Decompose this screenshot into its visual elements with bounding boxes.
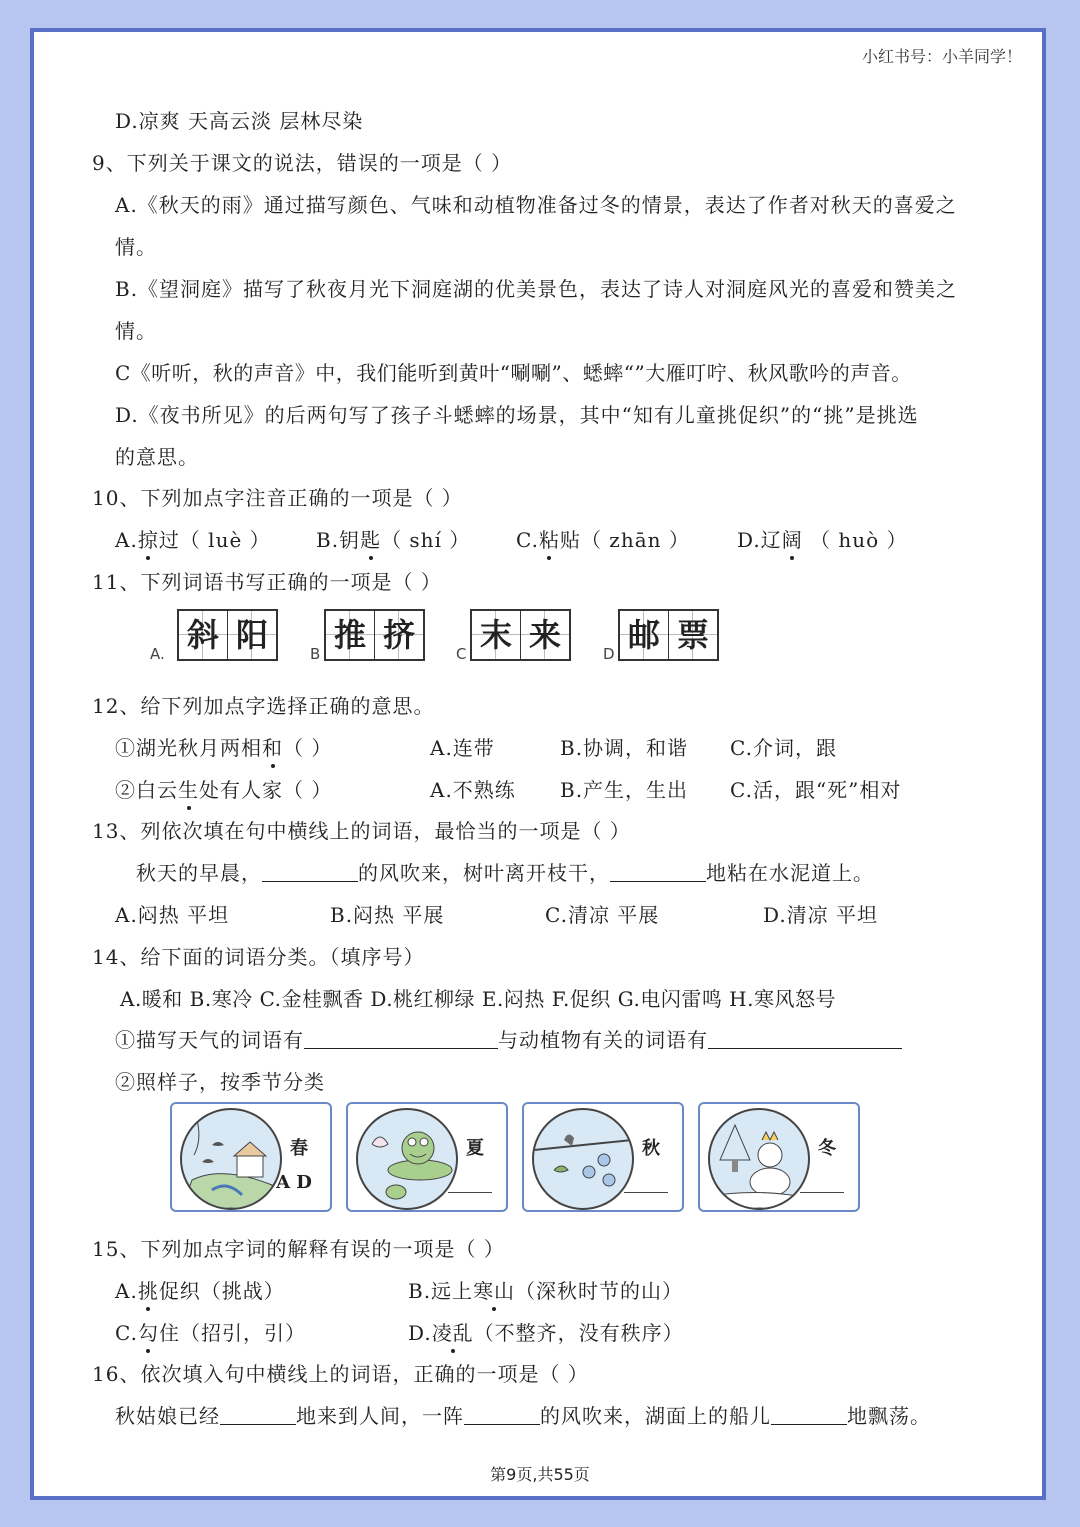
q15-option-c: C.勾住（招引，引） [115, 1321, 306, 1345]
q11-option-d-grid [618, 609, 719, 661]
q12-row1-option-c: C.介词，跟 [730, 736, 837, 760]
q15-option-d: D.凌乱（不整齐，没有秩序） [408, 1321, 684, 1345]
season-card-summer [346, 1102, 508, 1212]
fill-blank[interactable] [220, 1404, 296, 1425]
q9-stem: 9、下列关于课文的说法，错误的一项是（ ） [92, 151, 513, 175]
q15-option-b: B.远上寒山（深秋时节的山） [408, 1279, 684, 1303]
grid-char: 邮 [620, 611, 668, 659]
grid-char: 末 [472, 611, 520, 659]
fill-blank[interactable] [464, 1404, 540, 1425]
season-answer: A D [276, 1172, 312, 1193]
fill-blank[interactable] [771, 1404, 847, 1425]
q12-row1-option-a: A.连带 [430, 736, 495, 760]
q11-option-c-letter: C [456, 645, 467, 663]
q14-part1: ①描写天气的词语有 与动植物有关的词语有 [115, 1024, 902, 1053]
fill-blank[interactable] [262, 861, 358, 882]
q9-option-d: D.《夜书所见》的后两句写了孩子斗蟋蟀的场景，其中“知有儿童挑促织”的“挑”是挑选 [115, 403, 919, 427]
fill-blank[interactable] [610, 861, 706, 882]
page-number: 第9页,共55页 [490, 1465, 590, 1484]
q11-option-a-letter: A. [150, 645, 165, 663]
season-name: 春 [290, 1138, 308, 1159]
q13-option-c: C.清凉 平展 [545, 903, 660, 927]
season-name: 夏 [466, 1138, 484, 1159]
q10-option-b: B.钥匙（ shí ） [316, 528, 471, 552]
q12-row2: ②白云生处有人家（ ） [115, 778, 333, 802]
grid-char: 来 [520, 611, 569, 659]
q11-option-a-grid [177, 609, 278, 661]
q9-option-c: C《听听，秋的声音》中，我们能听到黄叶“唰唰”、蟋蟀“”大雁叮咛、秋风歌吟的声音。 [115, 361, 912, 385]
spring-scene-icon [180, 1108, 282, 1210]
q13-option-b: B.闷热 平展 [330, 903, 445, 927]
grid-char: 票 [668, 611, 717, 659]
answer-line[interactable] [624, 1192, 668, 1193]
q9-option-d-cont: 的意思。 [115, 445, 199, 469]
grid-char: 斜 [179, 611, 227, 659]
q11-stem: 11、下列词语书写正确的一项是（ ） [92, 570, 442, 594]
q14-part2: ②照样子，按季节分类 [115, 1070, 325, 1094]
q13-stem: 13、列依次填在句中横线上的词语，最恰当的一项是（ ） [92, 819, 631, 843]
q11-option-c-grid [470, 609, 571, 661]
q9-option-b-cont: 情。 [115, 319, 157, 343]
q13-sentence: 秋天的早晨， 的风吹来，树叶离开枝干， 地粘在水泥道上。 [136, 861, 874, 885]
q14-stem: 14、给下面的词语分类。（填序号） [92, 945, 425, 969]
fill-blank[interactable] [708, 1028, 902, 1049]
season-name: 冬 [818, 1138, 836, 1159]
q12-row2-option-c: C.活，跟“死”相对 [730, 778, 902, 802]
summer-scene-icon [356, 1108, 458, 1210]
q10-option-c: C.粘贴（ zhān ） [516, 528, 690, 552]
season-card-winter [698, 1102, 860, 1212]
winter-scene-icon [708, 1108, 810, 1210]
season-name: 秋 [642, 1138, 660, 1159]
answer-line[interactable] [800, 1192, 844, 1193]
q12-stem: 12、给下列加点字选择正确的意思。 [92, 694, 435, 718]
q8-option-d: D.凉爽 天高云淡 层林尽染 [115, 109, 364, 133]
q10-option-a: A.掠过（ luè ） [115, 528, 271, 552]
q14-words: A.暖和 B.寒冷 C.金桂飘香 D.桃红柳绿 E.闷热 F.促织 G.电闪雷鸣 H.寒风怒号 [120, 987, 836, 1011]
q11-option-d-letter: D [603, 645, 615, 663]
q10-option-d: D.辽阔 （ huò ） [737, 528, 908, 552]
q9-option-a-cont: 情。 [115, 235, 157, 259]
q13-option-a: A.闷热 平坦 [115, 903, 230, 927]
watermark: 小红书号：小羊同学！ [861, 47, 1022, 66]
season-card-spring [170, 1102, 332, 1212]
grid-char: 挤 [374, 611, 423, 659]
q9-option-a: A.《秋天的雨》通过描写颜色、气味和动植物准备过冬的情景，表达了作者对秋天的喜爱之 [115, 193, 957, 217]
q15-stem: 15、下列加点字词的解释有误的一项是（ ） [92, 1237, 505, 1261]
autumn-scene-icon [532, 1108, 634, 1210]
q11-option-b-grid [324, 609, 425, 661]
q9-option-b: B.《望洞庭》描写了秋夜月光下洞庭湖的优美景色，表达了诗人对洞庭风光的喜爱和赞美之 [115, 277, 958, 301]
season-card-autumn [522, 1102, 684, 1212]
q16-stem: 16、依次填入句中横线上的词语，正确的一项是（ ） [92, 1362, 589, 1386]
q12-row1-option-b: B.协调，和谐 [560, 736, 689, 760]
q13-option-d: D.清凉 平坦 [763, 903, 879, 927]
grid-char: 阳 [227, 611, 276, 659]
q11-option-b-letter: B [310, 645, 321, 663]
fill-blank[interactable] [304, 1028, 498, 1049]
answer-line[interactable] [448, 1192, 492, 1193]
q12-row2-option-b: B.产生，生出 [560, 778, 689, 802]
grid-char: 推 [326, 611, 374, 659]
q15-option-a: A.挑促织（挑战） [115, 1279, 285, 1303]
q12-row2-option-a: A.不熟练 [430, 778, 516, 802]
q12-row1: ①湖光秋月两相和（ ） [115, 736, 333, 760]
q10-stem: 10、下列加点字注音正确的一项是（ ） [92, 486, 463, 510]
q16-sentence: 秋姑娘已经 地来到人间，一阵 的风吹来，湖面上的船儿 地飘荡。 [115, 1404, 931, 1428]
